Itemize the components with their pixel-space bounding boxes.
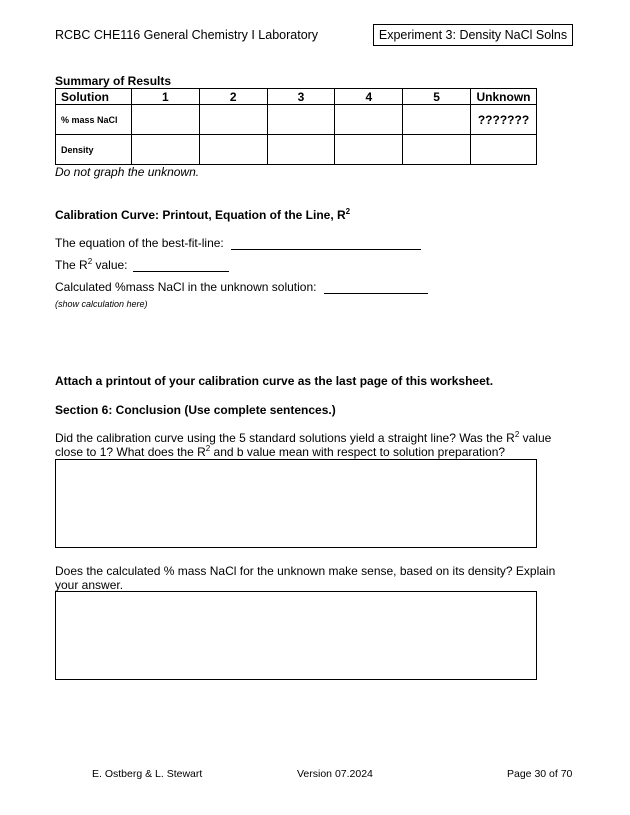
calc-label: Calculated %mass NaCl in the unknown solution: bbox=[55, 280, 317, 294]
calc-line bbox=[55, 280, 428, 294]
column-header: 2 bbox=[199, 89, 267, 105]
r2-label-pre: The R bbox=[55, 258, 88, 272]
calibration-heading bbox=[55, 208, 350, 222]
r2-blank[interactable] bbox=[133, 259, 229, 272]
question-2: Does the calculated % mass NaCl for the unknown make sense, based on its density? Explain your answer. bbox=[55, 564, 556, 592]
row-label: % mass NaCl bbox=[56, 105, 132, 135]
answer-box-2[interactable] bbox=[55, 591, 537, 680]
row-label: Density bbox=[56, 135, 132, 165]
attach-instruction: Attach a printout of your calibration curve as the last page of this worksheet. bbox=[55, 374, 494, 388]
unknown-cell[interactable] bbox=[471, 135, 537, 165]
equation-label: The equation of the best-fit-line: bbox=[55, 236, 224, 250]
unknown-cell: ??????? bbox=[471, 105, 537, 135]
table-row bbox=[56, 105, 537, 135]
table-cell[interactable] bbox=[403, 135, 471, 165]
r2-line bbox=[55, 258, 229, 272]
show-calculation-note: (show calculation here) bbox=[55, 299, 148, 309]
calibration-heading-text: Calibration Curve: Printout, Equation of the Line, R bbox=[55, 208, 346, 222]
table-cell[interactable] bbox=[199, 135, 267, 165]
column-header: 4 bbox=[335, 89, 403, 105]
results-table bbox=[55, 88, 537, 165]
conclusion-heading: Section 6: Conclusion (Use complete sentences.) bbox=[55, 403, 336, 417]
calc-blank[interactable] bbox=[324, 281, 428, 294]
answer-box-1[interactable] bbox=[55, 459, 537, 548]
column-header: Solution bbox=[56, 89, 132, 105]
table-cell[interactable] bbox=[403, 105, 471, 135]
table-cell[interactable] bbox=[267, 105, 335, 135]
footer-version: Version 07.2024 bbox=[297, 768, 373, 780]
footer-authors: E. Ostberg & L. Stewart bbox=[92, 768, 203, 780]
footer-page: Page 30 of 70 bbox=[507, 768, 573, 780]
table-cell[interactable] bbox=[267, 135, 335, 165]
column-header: 1 bbox=[132, 89, 200, 105]
column-header: Unknown bbox=[471, 89, 537, 105]
q1-sup-2: 2 bbox=[205, 444, 211, 453]
summary-title: Summary of Results bbox=[55, 74, 172, 88]
column-header: 5 bbox=[403, 89, 471, 105]
experiment-title: Experiment 3: Density NaCl Solns bbox=[378, 28, 568, 42]
r2-label-post: value: bbox=[92, 258, 128, 272]
table-cell[interactable] bbox=[132, 135, 200, 165]
experiment-title-box bbox=[373, 24, 573, 46]
q1-text-1: Did the calibration curve using the 5 standard solutions yield a straight line? Was the R bbox=[55, 431, 515, 445]
table-cell[interactable] bbox=[335, 105, 403, 135]
table-header-row bbox=[56, 89, 537, 105]
table-row bbox=[56, 135, 537, 165]
q1-sup-1: 2 bbox=[514, 430, 520, 439]
calibration-heading-sup: 2 bbox=[345, 207, 351, 216]
question-1 bbox=[55, 431, 575, 459]
q1-text-2: value close to 1? What does the R bbox=[55, 431, 552, 459]
r2-sup: 2 bbox=[87, 257, 93, 266]
table-cell[interactable] bbox=[199, 105, 267, 135]
equation-line bbox=[55, 236, 421, 250]
q1-text-3: and b value mean with respect to solution preparation? bbox=[210, 445, 506, 459]
column-header: 3 bbox=[267, 89, 335, 105]
equation-blank[interactable] bbox=[231, 237, 421, 250]
graph-note: Do not graph the unknown. bbox=[55, 165, 200, 179]
table-cell[interactable] bbox=[335, 135, 403, 165]
table-cell[interactable] bbox=[132, 105, 200, 135]
course-title: RCBC CHE116 General Chemistry I Laboratory bbox=[55, 28, 319, 42]
